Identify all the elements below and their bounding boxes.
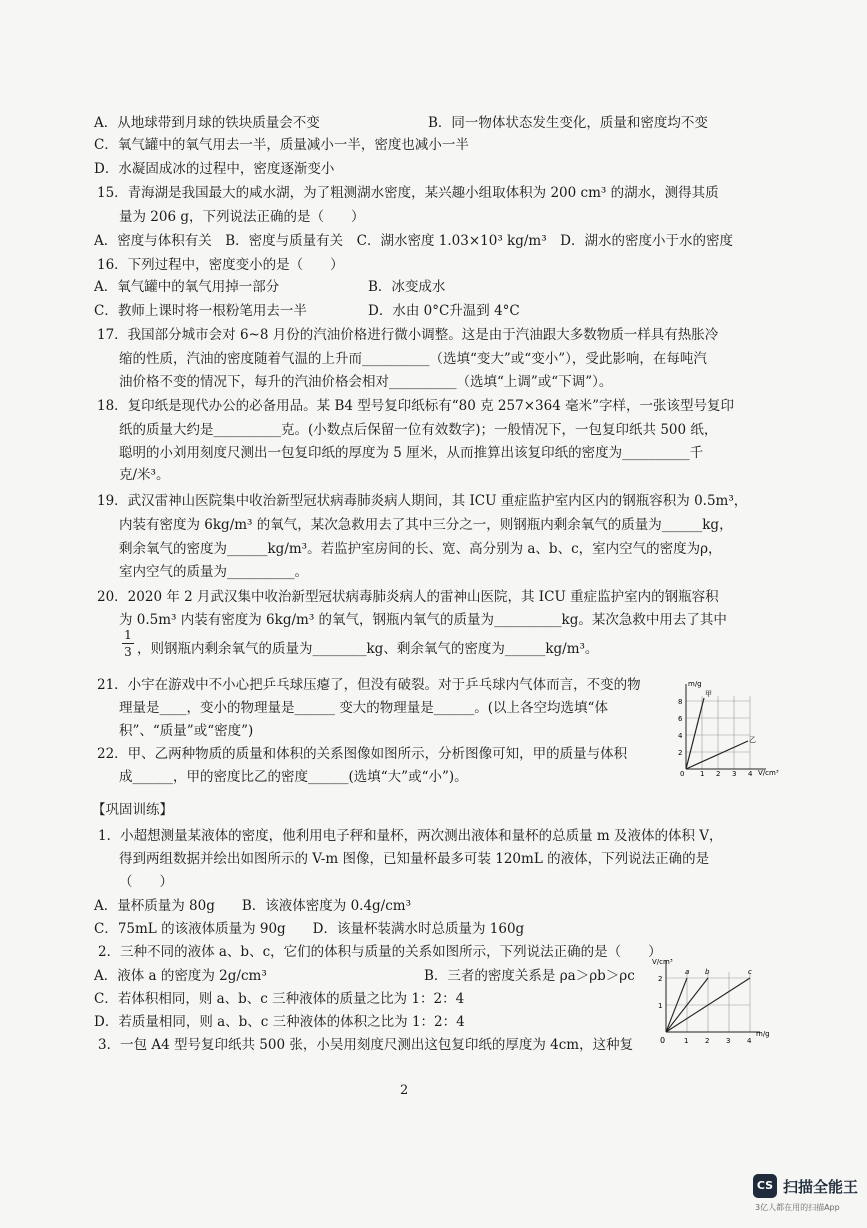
fraction-one-third: [122, 628, 134, 659]
graph1-xtick: 4: [748, 770, 753, 776]
mass-volume-graph-jia-yi: [668, 676, 783, 776]
scanner-watermark: [753, 1170, 863, 1216]
graph2-ylabel: V/cm³: [652, 958, 673, 966]
graph2-xtick: 4: [747, 1037, 752, 1045]
text-line: B．三者的密度关系是 ρa＞ρb＞ρc: [424, 968, 635, 984]
text-line: 1．小超想测量某液体的密度，他利用电子秤和量杯，两次测出液体和量杯的总质量 m 及液体的体积 V，: [98, 828, 723, 844]
text-line: 油价格不变的情况下，每升的汽油价格会相对__________（选填“上调”或“下调”）。: [119, 374, 613, 390]
scanner-app-name: 扫描全能王: [783, 1178, 859, 1196]
graph2-xtick: 3: [726, 1037, 731, 1045]
text-line: B．同一物体状态发生变化，质量和密度均不变: [428, 115, 708, 131]
text-line: 积”、“质量”或“密度”): [119, 723, 254, 739]
graph1-xtick: 0: [680, 770, 685, 776]
text-line: 19．武汉雷神山医院集中收治新型冠状病毒肺炎病人期间，其 ICU 重症监护室内区内的钢瓶容积为 0.5m³，: [97, 493, 748, 509]
graph1-ytick: 8: [678, 698, 683, 706]
text-line: 22．甲、乙两种物质的质量和体积的关系图像如图所示，分析图像可知，甲的质量与体积: [97, 746, 628, 762]
graph2-ytick: 1: [658, 1002, 663, 1010]
graph1-xlabel: V/cm³: [758, 769, 779, 776]
graph2-ytick: 2: [658, 975, 663, 983]
fraction-numerator: 1: [124, 628, 132, 642]
text-line: A．量杯质量为 80g B．该液体密度为 0.4g/cm³: [94, 898, 412, 914]
text-line: 量为 206 g，下列说法正确的是（ ）: [119, 209, 365, 225]
text-line: 室内空气的质量为__________。: [119, 564, 308, 580]
graph2-xtick: 1: [684, 1037, 689, 1045]
graph1-xtick: 3: [732, 770, 737, 776]
text-line: 16．下列过程中，密度变小的是（ ）: [97, 257, 344, 273]
graph1-xtick: 2: [716, 770, 721, 776]
scanner-tagline: 3亿人都在用的扫描App: [755, 1203, 840, 1212]
graph2-label-c: c: [748, 968, 752, 976]
text-line: C．教师上课时将一根粉笔用去一半: [94, 303, 307, 319]
text-line: 聪明的小刘用刻度尺测出一包复印纸的厚度为 5 厘米，从而推算出该复印纸的密度为__________千: [119, 445, 704, 461]
graph1-label-jia: 甲: [705, 690, 712, 698]
graph2-xlabel: m/g: [756, 1030, 770, 1038]
graph2-label-a: a: [685, 968, 690, 976]
graph1-ytick: 2: [678, 749, 683, 757]
text-line: 纸的质量大约是__________克。(小数点后保留一位有效数字)；一般情况下，一包复印纸共 500 纸，: [119, 422, 718, 438]
page-number: 2: [400, 1083, 409, 1098]
graph1-ylabel: m/g: [688, 680, 702, 688]
graph1-label-yi: 乙: [749, 736, 756, 744]
text-line: 为 0.5m³ 内装有密度为 6kg/m³ 的氧气，钢瓶内氧气的质量为__________kg。某次急救中用去了其中: [119, 612, 727, 628]
text-line: C．氧气罐中的氧气用去一半，质量减小一半，密度也减小一半: [94, 137, 469, 153]
text-line: A．从地球带到月球的铁块质量会不变: [94, 115, 320, 131]
graph1-ytick: 4: [678, 732, 683, 740]
text-line: 【巩固训练】: [92, 802, 173, 818]
camscanner-logo-icon: CS: [753, 1174, 777, 1198]
text-line: B．冰变成水: [368, 279, 446, 295]
volume-mass-graph-abc: [652, 954, 770, 1049]
text-line: ，则钢瓶内剩余氧气的质量为________kg、剩余氧气的密度为______kg/m³。: [137, 641, 599, 657]
text-line: 缩的性质，汽油的密度随着气温的上升而__________（选填“变大”或“变小”），受此影响，在每吨汽: [119, 351, 707, 367]
text-line: 15．青海湖是我国最大的咸水湖，为了粗测湖水密度，某兴趣小组取体积为 200 cm³ 的湖水，测得其质: [97, 185, 719, 201]
text-line: 内装有密度为 6kg/m³ 的氧气，某次急救用去了其中三分之一，则钢瓶内剩余氧气的质量为______kg，: [119, 517, 733, 533]
text-line: C．75mL 的该液体质量为 90g D．该量杯装满水时总质量为 160g: [94, 921, 525, 937]
text-line: 得到两组数据并绘出如图所示的 V-m 图像，已知量杯最多可装 120mL 的液体，下列说法正确的是: [119, 851, 710, 867]
text-line: 2．三种不同的液体 a、b、c，它们的体积与质量的关系如图所示，下列说法正确的是（ ）: [98, 944, 662, 960]
text-line: 剩余氧气的密度为______kg/m³。若监护室房间的长、宽、高分别为 a、b、c，室内空气的密度为ρ，: [119, 541, 722, 557]
text-line: 17．我国部分城市会对 6~8 月份的汽油价格进行微小调整。这是由于汽油跟大多数物质一样具有热胀冷: [97, 327, 719, 343]
text-line: 理量是____，变小的物理量是______ 变大的物理量是______。(以上各空均选填“体: [119, 700, 608, 716]
text-line: 成______，甲的密度比乙的密度______(选填“大”或“小”)。: [119, 769, 468, 785]
text-line: 3．一包 A4 型号复印纸共 500 张，小吴用刻度尺测出这包复印纸的厚度为 4cm，这种复: [98, 1037, 634, 1053]
text-line: （ ）: [119, 874, 173, 890]
graph2-xtick: 0: [660, 1036, 666, 1045]
text-line: A．密度与体积有关 B．密度与质量有关 C．湖水密度 1.03×10³ kg/m³ D．湖水的密度小于水的密度: [94, 233, 733, 249]
text-line: D．若质量相同，则 a、b、c 三种液体的体积之比为 1：2：4: [94, 1014, 465, 1030]
text-line: 克/米³。: [119, 467, 170, 483]
graph1-xtick: 1: [700, 770, 705, 776]
text-line: A．氧气罐中的氧气用掉一部分: [94, 279, 280, 295]
fraction-denominator: 3: [124, 645, 132, 659]
graph2-xtick: 2: [705, 1037, 710, 1045]
text-line: 20．2020 年 2 月武汉集中收治新型冠状病毒肺炎病人的雷神山医院，其 ICU 重症监护室内的钢瓶容积: [97, 589, 719, 605]
text-line: 18．复印纸是现代办公的必备用品。某 B4 型号复印纸标有“80 克 257×364 毫米”字样，一张该型号复印: [97, 398, 734, 414]
graph1-ytick: 6: [678, 715, 683, 723]
text-line: D．水由 0°C升温到 4°C: [368, 303, 520, 319]
text-line: C．若体积相同，则 a、b、c 三种液体的质量之比为 1：2：4: [94, 991, 465, 1007]
text-line: 21．小宇在游戏中不小心把乒乓球压瘪了，但没有破裂。对于乒乓球内气体而言，不变的物: [97, 677, 641, 693]
text-line: D．水凝固成冰的过程中，密度逐渐变小: [94, 161, 335, 177]
text-line: A．液体 a 的密度为 2g/cm³: [94, 968, 267, 984]
graph2-label-b: b: [705, 968, 710, 976]
